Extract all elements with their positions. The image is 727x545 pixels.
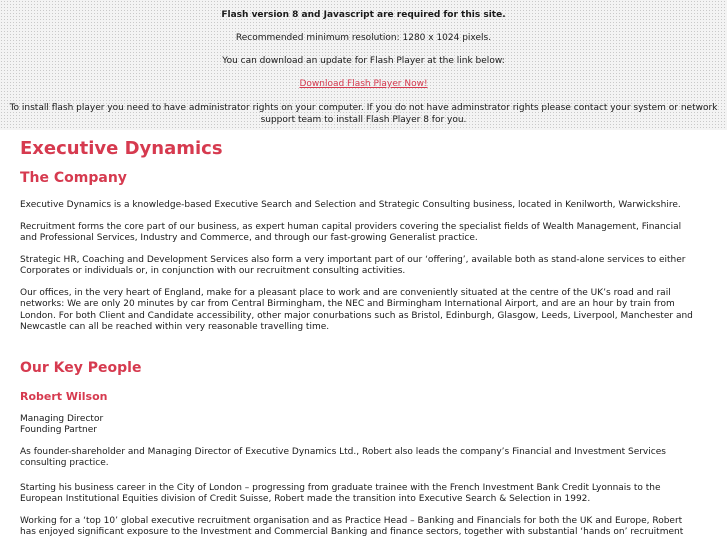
resolution-text: Recommended minimum resolution: 1280 x 1024 pixels. bbox=[235, 33, 492, 43]
main-content bbox=[20, 137, 700, 539]
flash-notice-banner bbox=[0, 0, 727, 130]
page-title: Executive Dynamics bbox=[20, 138, 223, 159]
person-bio-paragraph: Working for a ‘top 10’ global executive recruitment organisation and as Practice Head – Banking and Financials for both the UK and Europe, Robert has enjoyed significant exposure to the Investment and Commercial Banking and finance sectors, together with substantial ‘hands on’ recruitment bbox=[20, 515, 684, 537]
company-heading: The Company bbox=[20, 170, 127, 186]
person-bio-paragraph: Starting his business career in the City of London – progressing from graduate trainee with the French Investment Bank Credit Lyonnais to the European Institutional Equities division of Credit Suisse, Robert made the transition into Executive Search & Selection in 1992. bbox=[20, 482, 661, 504]
person-role: Managing Director bbox=[20, 413, 104, 424]
company-paragraph: Strategic HR, Coaching and Development Services also form a very important part of our ‘offering’, available both as stand-alone services to either Corporates or individuals or, in conjunction with our recruitment consulting activities. bbox=[20, 254, 686, 276]
download-info-text: You can download an update for Flash Player at the link below: bbox=[222, 56, 505, 66]
person-name: Robert Wilson bbox=[20, 389, 108, 403]
key-people-heading: Our Key People bbox=[20, 359, 142, 376]
company-paragraph: Executive Dynamics is a knowledge-based Executive Search and Selection and Strategic Consulting business, located in Kenilworth, Warwickshire. bbox=[20, 200, 681, 210]
company-paragraph: Recruitment forms the core part of our business, as expert human capital providers covering the specialist fields of Wealth Management, Financial and Professional Services, Industry and Commerce, and through our fast-growing Generalist practice. bbox=[20, 221, 682, 243]
install-instructions-text: To install flash player you need to have administrator rights on your computer. If you do not have adminstrator rights please contact your system or network support team to install Flash Player 8 for you. bbox=[9, 103, 718, 125]
person-bio-paragraph: As founder-shareholder and Managing Director of Executive Dynamics Ltd., Robert also leads the company’s Financial and Investment Services consulting practice. bbox=[20, 446, 666, 468]
download-flash-link[interactable]: Download Flash Player Now! bbox=[299, 79, 428, 89]
person-role: Founding Partner bbox=[20, 425, 97, 435]
company-paragraph: Our offices, in the very heart of England, make for a pleasant place to work and are conveniently situated at the centre of the UK’s road and rail networks: We are only 20 minutes by car from Central Birmingham, the NEC and Birmingham International Airport, and are an hour by train from London. For both Client and Candidate accessibility, other major conurbations such as Bristol, Edinburgh, Glasgow, Leeds, Liverpool, Manchester and Newcastle can all be reached within very reasonable travelling time. bbox=[20, 287, 693, 332]
flash-required-text: Flash version 8 and Javascript are required for this site. bbox=[221, 10, 506, 20]
